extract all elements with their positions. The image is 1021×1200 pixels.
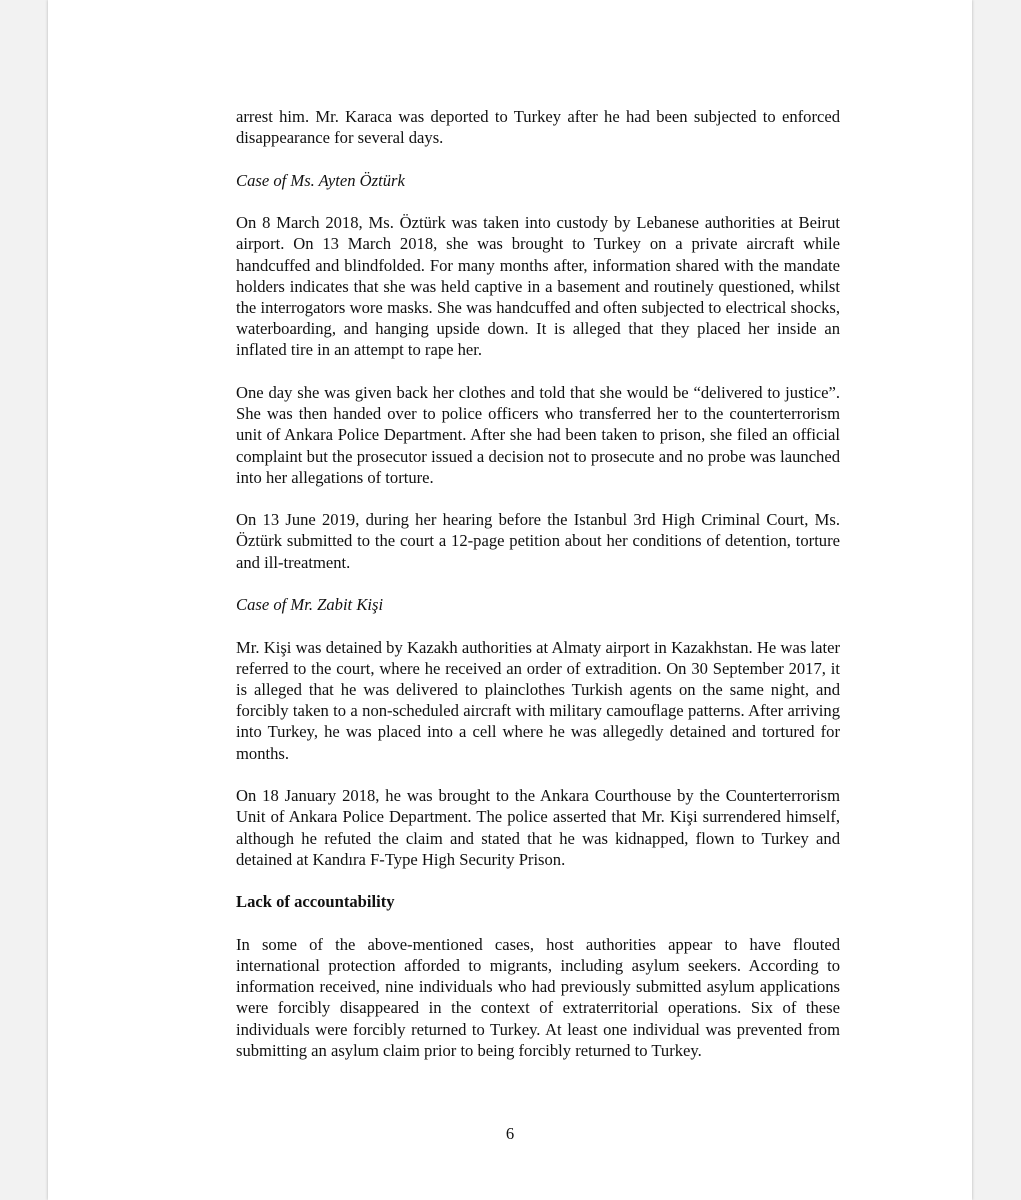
paragraph-ozturk-custody: On 8 March 2018, Ms. Öztürk was taken into custody by Lebanese authorities at Beirut airport. On 13 March 2018, she was brought to Turkey on a private aircraft while handcuffed and blindfolded. For many months after, information shared with the mandate holders indicates that she was held captive in a basement and routinely questioned, whilst the interrogators wore masks. She was handcuffed and often subjected to electrical shocks, waterboarding, and hanging upside down. It is alleged that they placed her inside an inflated tire in an attempt to rape her. — [236, 213, 840, 360]
paragraph-ozturk-hearing: On 13 June 2019, during her hearing before the Istanbul 3rd High Criminal Court, Ms. Öztürk submitted to the court a 12-page petition about her conditions of detention, torture and ill-treatment. — [236, 510, 840, 572]
subheading-case-kisi: Case of Mr. Zabit Kişi — [236, 595, 384, 615]
paragraph-accountability: In some of the above-mentioned cases, host authorities appear to have flouted international protection afforded to migrants, including asylum seekers. According to information received, nine individuals who had previously submitted asylum applications were forcibly disappeared in the context of extraterritorial operations. Six of these individuals were forcibly returned to Turkey. At least one individual was prevented from submitting an asylum claim prior to being forcibly returned to Turkey. — [236, 934, 840, 1060]
paragraph-kisi-detention: Mr. Kişi was detained by Kazakh authorities at Almaty airport in Kazakhstan. He was later referred to the court, where he received an order of extradition. On 30 September 2017, it is alleged that he was delivered to plainclothes Turkish agents on the same night, and forcibly taken to a non-scheduled aircraft with military camouflage patterns. After arriving into Turkey, he was placed into a cell where he was allegedly detained and tortured for months. — [236, 637, 840, 763]
page-number: 6 — [505, 1124, 515, 1143]
paragraph-karaca-deportation: arrest him. Mr. Karaca was deported to Turkey after he had been subjected to enforced disappearance for several days. — [236, 107, 840, 148]
page-content — [236, 106, 840, 1082]
paragraph-kisi-courthouse: On 18 January 2018, he was brought to the Ankara Courthouse by the Counterterrorism Unit of Ankara Police Department. The police asserted that Mr. Kişi surrendered himself, although he refuted the claim and stated that he was kidnapped, flown to Turkey and detained at Kandıra F-Type High Security Prison. — [236, 786, 840, 869]
document-page — [48, 0, 972, 1200]
section-heading-accountability: Lack of accountability — [236, 892, 395, 912]
subheading-case-ozturk: Case of Ms. Ayten Öztürk — [236, 170, 405, 190]
paragraph-ozturk-justice: One day she was given back her clothes and told that she would be “delivered to justice”. She was then handed over to police officers who transferred her to the counterterrorism unit of Ankara Police Department. After she had been taken to prison, she filed an official complaint but the prosecutor issued a decision not to prosecute and no probe was launched into her allegations of torture. — [236, 382, 840, 487]
